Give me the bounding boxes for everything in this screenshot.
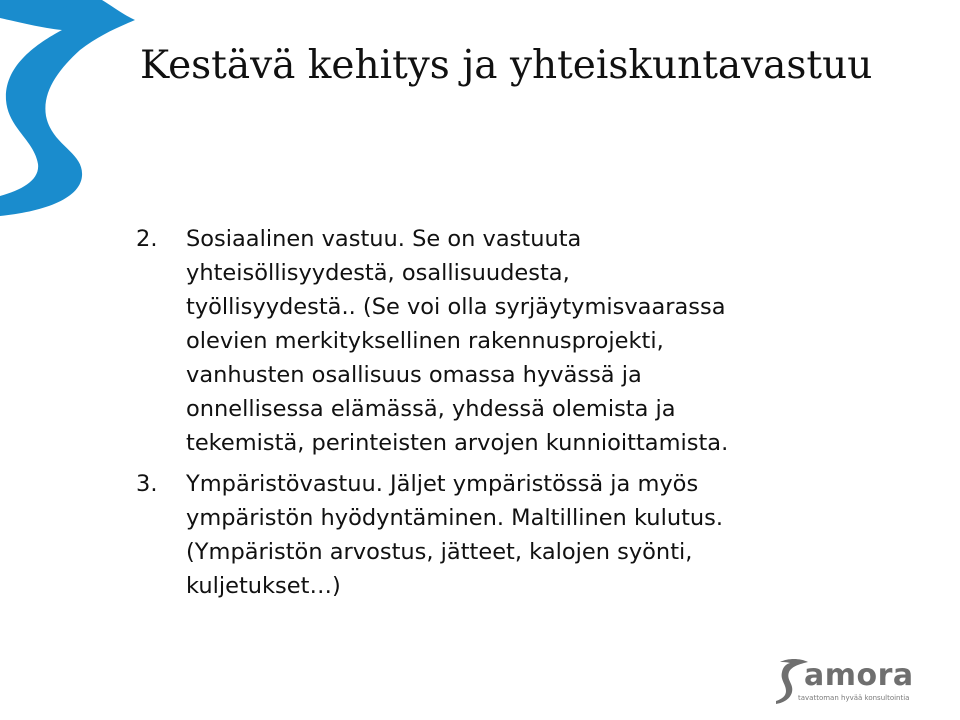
numbered-list [136, 222, 896, 610]
list-item-number: 2. [136, 226, 158, 252]
list-item [136, 222, 896, 460]
list-item-text: Ympäristövastuu. Jäljet ympäristössä ja myös ympäristön hyödyntäminen. Maltillinen kulutus. (Ympäristön arvostus, jätteet, kalojen syönti, kuljetukset…) [186, 471, 724, 599]
list-item [136, 467, 896, 603]
list-item-number: 3. [136, 471, 158, 497]
logo-tagline: tavattoman hyvää konsultointia [798, 694, 910, 702]
tamora-logo [774, 656, 914, 712]
list-item-text: Sosiaalinen vastuu. Se on vastuuta yhteisöllisyydestä, osallisuudesta, työllisyydestä.. (Se voi olla syrjäytymisvaarassa olevien merkityksellinen rakennusprojekti, vanhusten osallisuus omassa hyvässä ja onnellisessa elämässä, yhdessä olemista ja tekemistä, perinteisten arvojen kunnioittamista. [186, 226, 729, 456]
logo-wordmark: amora [804, 658, 914, 693]
blue-swash-icon [0, 0, 140, 220]
slide-title: Kestävä kehitys ja yhteiskuntavastuu [140, 43, 873, 88]
